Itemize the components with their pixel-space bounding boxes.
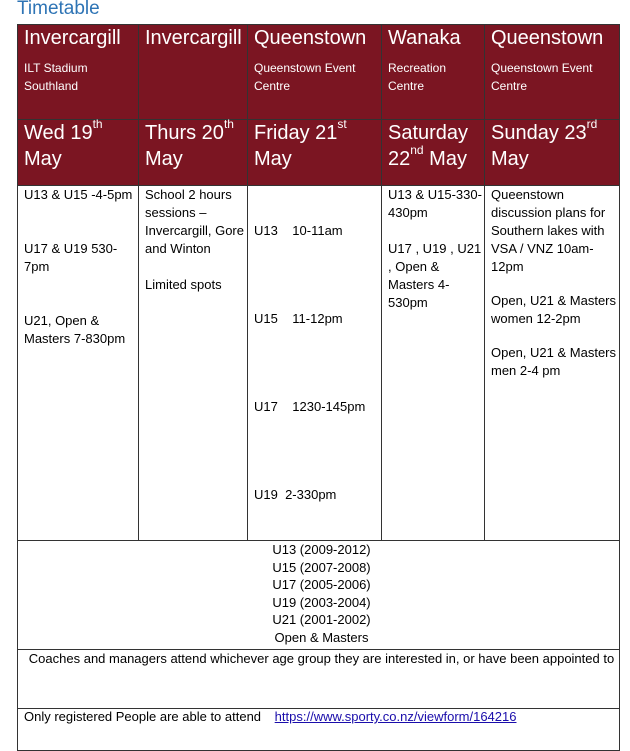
age-group: U15 (2007-2008) — [272, 559, 371, 575]
city-name: Wanaka — [388, 27, 461, 49]
age-group: Open & Masters — [274, 629, 369, 645]
coaches-note: Coaches and managers attend whichever age group they are interested in, or have been appointed to — [18, 650, 620, 709]
venue-name: Queenstown Event Centre — [491, 61, 593, 93]
session-item: Limited spots — [145, 277, 222, 292]
sessions-row — [18, 186, 620, 541]
age-group: U21 (2001-2002) — [272, 612, 371, 627]
city-name: Invercargill — [24, 27, 121, 49]
venue-cell — [139, 25, 248, 120]
registration-cell — [18, 709, 620, 751]
session-item: U21, Open & Masters 7-830pm — [24, 313, 126, 346]
session-item: Queenstown discussion plans for Southern lakes with VSA / VNZ 10am-12pm — [491, 187, 606, 274]
date-cell: Sunday 23rd May — [485, 120, 620, 186]
venue-cell — [382, 25, 485, 120]
sessions-cell — [18, 186, 139, 541]
sessions-cell — [248, 186, 382, 541]
session-item: U17 , U19 , U21 , Open & Masters 4-530pm — [388, 241, 482, 310]
registration-row — [18, 709, 620, 751]
sessions-cell — [139, 186, 248, 541]
date-row — [18, 120, 620, 186]
date-cell: Saturday 22nd May — [382, 120, 485, 186]
city-name: Queenstown — [491, 27, 604, 49]
date-cell: Wed 19th May — [18, 120, 139, 186]
venue-cell — [248, 25, 382, 120]
session-item: Open, U21 & Masters men 2-4 pm — [491, 345, 616, 378]
age-groups-cell — [18, 541, 620, 650]
age-group: U19 (2003-2004) — [272, 594, 371, 610]
session-item: School 2 hours sessions – Invercargill, Gore and Winton — [145, 187, 244, 256]
venue-cell — [485, 25, 620, 120]
session-item: U17 1230-145pm — [254, 399, 366, 414]
venue-name: Recreation Centre — [388, 61, 447, 93]
venue-cell — [18, 25, 139, 120]
age-group: U13 (2009-2012) — [272, 542, 371, 557]
session-item: U13 10-11am — [254, 223, 343, 238]
date-cell: Friday 21st May — [248, 120, 382, 186]
session-item: Open, U21 & Masters women 12-2pm — [491, 293, 616, 326]
sessions-cell — [382, 186, 485, 541]
timetable — [17, 24, 620, 751]
registration-text: Only registered People are able to attend — [24, 709, 262, 724]
venue-row — [18, 25, 620, 120]
session-item: U15 11-12pm — [254, 311, 343, 326]
registration-link[interactable]: https://www.sporty.co.nz/viewform/164216 — [274, 709, 517, 724]
date-cell: Thurs 20th May — [139, 120, 248, 186]
page-heading: Timetable — [17, 0, 100, 19]
session-item: U13 & U15-330-430pm — [388, 187, 482, 220]
session-item: U19 2-330pm — [254, 487, 337, 502]
venue-name: ILT Stadium Southland — [24, 61, 88, 93]
venue-name: Queenstown Event Centre — [254, 61, 356, 93]
city-name: Invercargill — [145, 27, 242, 49]
coaches-row — [18, 650, 620, 709]
age-group: U17 (2005-2006) — [272, 577, 371, 592]
age-groups-row — [18, 541, 620, 650]
session-item: U17 & U19 530-7pm — [24, 241, 118, 274]
city-name: Queenstown — [254, 27, 367, 49]
session-item: U13 & U15 -4-5pm — [24, 187, 133, 202]
sessions-cell — [485, 186, 620, 541]
